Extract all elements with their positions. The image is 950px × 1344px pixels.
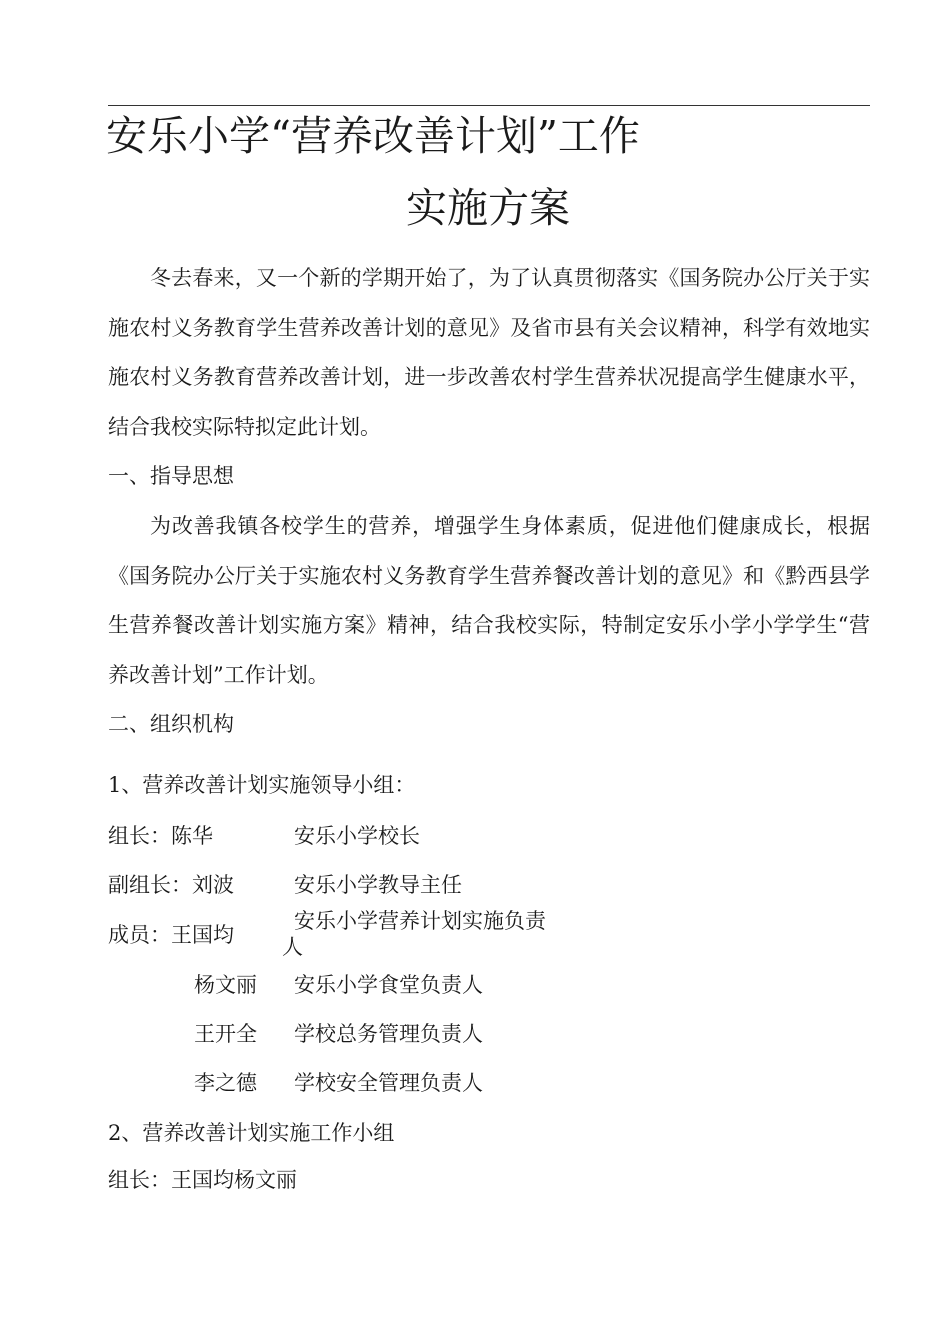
deputy-leader-role: 安乐小学教导主任: [294, 873, 462, 897]
member-role: 学校安全管理负责人: [294, 1071, 483, 1095]
member-role-part1: 安乐小学营养计划实施负责: [294, 909, 546, 933]
document-title: 安乐小学“营养改善计划”工作: [106, 112, 640, 160]
member-role-part2: 人: [282, 935, 303, 959]
member-name: 李之德: [194, 1071, 257, 1095]
subsection-heading-leadership-group: 1、营养改善计划实施领导小组：: [108, 773, 416, 797]
member-label: 成员：王国均: [108, 923, 234, 947]
member-name: 杨文丽: [194, 973, 257, 997]
member-role: 学校总务管理负责人: [294, 1022, 483, 1046]
document-subtitle: 实施方案: [406, 184, 570, 232]
header-rule: [108, 105, 870, 106]
section-heading-organization: 二、组织机构: [108, 712, 234, 736]
member-role: [282, 908, 564, 960]
section-heading-guiding-ideology: 一、指导思想: [108, 464, 234, 488]
leader-label: 组长：陈华: [108, 824, 213, 848]
guiding-ideology-paragraph: 为改善我镇各校学生的营养，增强学生身体素质，促进他们健康成长，根据《国务院办公厅关于实施农村义务教育学生营养餐改善计划的意见》和《黔西县学生营养餐改善计划实施方案》精神，结合我校实际，特制定安乐小学小学学生“营养改善计划”工作计划。: [108, 514, 870, 687]
member-name: 王开全: [194, 1022, 257, 1046]
leader-role: 安乐小学校长: [294, 824, 420, 848]
intro-paragraph: 冬去春来，又一个新的学期开始了，为了认真贯彻落实《国务院办公厅关于实施农村义务教育学生营养改善计划的意见》及省市县有关会议精神，科学有效地实施农村义务教育营养改善计划，进一步改善农村学生营养状况提高学生健康水平，结合我校实际特拟定此计划。: [108, 266, 870, 439]
deputy-leader-label: 副组长：刘波: [108, 873, 234, 897]
member-role: 安乐小学食堂负责人: [294, 973, 483, 997]
work-group-leader: 组长：王国均杨文丽: [108, 1168, 297, 1192]
subsection-heading-work-group: 2、营养改善计划实施工作小组: [108, 1121, 395, 1145]
